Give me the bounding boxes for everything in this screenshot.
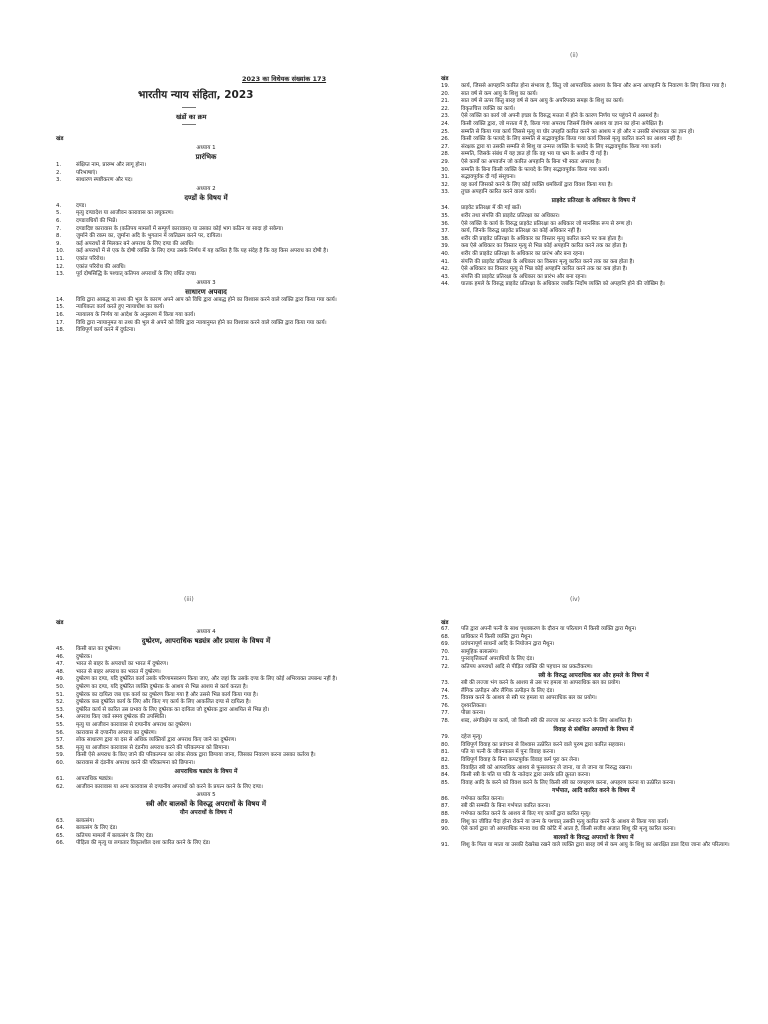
clause-row	[441, 695, 746, 703]
clause-number: 33.	[441, 189, 450, 196]
clause-number: 20.	[441, 90, 450, 97]
clause-number: 26.	[441, 136, 450, 143]
clause-number: 49.	[56, 676, 65, 683]
clause-row	[56, 684, 356, 692]
clause-number: 31.	[441, 174, 450, 181]
clause-row	[56, 825, 356, 833]
clause-row	[441, 842, 746, 850]
clause-row	[441, 251, 746, 259]
clause-row	[441, 641, 746, 649]
clause-row	[441, 189, 746, 197]
clause-number: 64.	[56, 825, 65, 832]
clause-number: 13.	[56, 271, 65, 278]
clause-number: 52.	[56, 699, 65, 706]
clause-number: 19.	[441, 83, 450, 89]
clause-number: 58.	[56, 744, 65, 751]
clause-number: 28.	[441, 151, 450, 158]
clause-number: 89.	[441, 818, 450, 825]
clause-row	[56, 271, 356, 279]
clause-number: 82.	[441, 756, 450, 763]
section-heading: यौन अपराधों के विषय में	[179, 810, 233, 817]
clause-number: 30.	[441, 166, 450, 173]
clause-title: भारत से बाहर के अपराधों का भारत में दुष्प्रेरण।	[76, 661, 169, 668]
clause-row	[441, 656, 746, 664]
clause-row	[441, 765, 746, 773]
clause-row	[441, 121, 746, 129]
clause-number: 45.	[56, 646, 65, 652]
clause-title: शरीर की प्राइवेट प्रतिरक्षा के अधिकार का विस्तार मृत्यु कारित करने पर कब होता है।	[461, 235, 623, 242]
clause-number: 87.	[441, 803, 450, 810]
clause-number: 5.	[56, 210, 62, 217]
clause-number: 22.	[441, 105, 450, 112]
clause-row	[441, 167, 746, 175]
clause-number: 8.	[56, 233, 62, 240]
section-heading: गर्भपात, आदि कारित करने के विषय में	[552, 788, 635, 795]
clause-row	[441, 113, 746, 121]
clause-title: शब्द, अंगविक्षेप या कार्य, जो किसी स्त्री की लज्जा का अनादर करने के लिए आशयित है।	[461, 718, 633, 725]
clause-row	[56, 162, 356, 170]
clause-title: प्रवंचनापूर्ण साधनों आदि के नियोजन द्वारा मैथुन।	[461, 641, 555, 648]
clause-number: 11.	[56, 255, 65, 262]
clause-row	[56, 760, 356, 768]
clause-row	[441, 228, 746, 236]
clause-title: बलात्संग के लिए दंड।	[76, 825, 118, 832]
title-divider	[182, 107, 196, 108]
clause-row	[56, 327, 356, 335]
clause-column-label: खंड	[441, 620, 449, 626]
clause-title: पति या पत्नी के जीवनकाल में पुनः विवाह करना।	[461, 749, 556, 756]
clause-number: 10.	[56, 248, 65, 255]
clause-number: 65.	[56, 832, 65, 839]
clause-column-label: खंड	[56, 136, 64, 142]
clause-number: 43.	[441, 273, 450, 280]
clause-title: स्त्री की लज्जा भंग करने के आशय से उस पर हमला या आपराधिक बल का प्रयोग।	[461, 680, 621, 687]
clause-title: दण्ड।	[76, 202, 87, 209]
chapter-title: प्रारंभिक	[195, 153, 217, 161]
clause-row	[56, 320, 356, 328]
clause-row	[441, 626, 746, 634]
clause-row	[56, 210, 356, 218]
clause-number: 27.	[441, 143, 450, 150]
clause-row	[441, 811, 746, 819]
clause-title: पूर्व दोषसिद्धि के पश्चात् कतिपय अपराधों के लिए वर्धित दण्ड।	[76, 271, 197, 278]
clause-title: सम्मति से किया गया कार्य जिससे मृत्यु या घोर उपहति कारित करने का आशय न हो और न उसकी संभाव्यता का ज्ञान हो।	[461, 128, 695, 135]
clause-row	[441, 680, 746, 688]
clause-number: 41.	[441, 258, 450, 265]
clause-title: जुर्माने की रकम का, जुर्माना अदि के भुगतान में व्यतिक्रम करने पर, दायित्व।	[76, 233, 222, 240]
clause-number: 36.	[441, 220, 450, 227]
clause-number: 23.	[441, 113, 450, 120]
clause-title: गर्भपात कारित करना।	[461, 795, 504, 802]
clause-title: संपत्ति की प्राइवेट प्रतिरक्षा के अधिकार का विस्तार मृत्यु कारित करने तक का कब होता है।	[461, 258, 635, 265]
clause-number: 29.	[441, 158, 450, 165]
clause-row	[56, 233, 356, 241]
clause-number: 62.	[56, 783, 65, 790]
clause-number: 60.	[56, 759, 65, 766]
clause-title: कई अपराधों में से एक के दोषी व्यक्ति के लिए दण्ड उसके निर्णय में यह कथित है कि यह संदेह है कि वह किस अपराध का दोषी है।	[76, 248, 329, 255]
clause-row	[56, 699, 356, 707]
clause-number: 77.	[441, 710, 450, 717]
clause-title: दुष्प्रेरण का दण्ड, यदि दुष्प्रेरित व्यक्ति दुष्प्रेरक के आशय से भिन्न आशय से कार्य करता है।	[76, 683, 248, 690]
clause-title: दहेज मृत्यु।	[461, 734, 483, 741]
clause-number: 71.	[441, 656, 450, 663]
clause-row	[441, 83, 746, 91]
chapter-number: अध्याय 5	[196, 792, 216, 799]
clause-title: दुष्प्रेरित कार्य से कारित उस प्रभाव के लिए दुष्प्रेरक का दायित्व जो दुष्प्रेरक द्वारा आशयित से भिन्न हो।	[76, 706, 270, 713]
clause-row	[441, 205, 746, 213]
clause-title: एकांत परिरोध।	[76, 255, 105, 262]
clause-title: शरीर तथा संपत्ति की प्राइवेट प्रतिरक्षा का अधिकार।	[461, 213, 560, 219]
page-4	[386, 514, 766, 1022]
clause-row	[441, 780, 746, 788]
clause-number: 15.	[56, 304, 65, 311]
clause-title: शिशु के पिता या माता या उसकी देखरेख रखने वाले व्यक्ति द्वारा बारह वर्ष से कम आयु के शिशु का आरक्षित डाल दिया जाना और परित्याग।	[461, 842, 730, 849]
clause-title: सात वर्ष से ऊपर किंतु बारह वर्ष से कम आयु के अपरिपक्व समझ के शिशु का कार्य।	[461, 98, 624, 105]
clause-number: 70.	[441, 648, 450, 655]
clause-title: दुष्प्रेरक कब दुष्प्रेरित कार्य के लिए और किए गए कार्य के लिए आकलित दण्ड से दायित्व है।	[76, 699, 251, 706]
clause-title: पति द्वारा अपनी पत्नी के साथ पृथक्करण के दौरान या परित्याग में किसी व्यक्ति द्वारा मैथुन।	[461, 626, 637, 632]
clause-title: कारावास से दंडनीय अपराध करने की परिकल्पना को छिपाना।	[76, 759, 195, 766]
clause-number: 38.	[441, 235, 450, 242]
clause-title: लैंगिक उत्पीड़न और लैंगिक उत्पीड़न के लिए दंड।	[461, 687, 555, 694]
clause-number: 83.	[441, 764, 450, 771]
clause-title: शिशु का जीवित पैदा होना रोकने या जन्म के पश्चात् उसकी मृत्यु कारित करने के आशय से किया गया कार्य।	[461, 818, 669, 825]
clause-title: किसी ऐसे अपराध के किए जाने की परिकल्पना का लोक सेवक द्वारा छिपाया जाना, जिसका निवारण करना उसका कर्तव्य है।	[76, 752, 316, 759]
clause-title: विवाहित स्त्री को आपराधिक आशय से फुसलाकर ले जाना, या ले जाना या निरुद्ध रखना।	[461, 764, 632, 771]
clause-title: सम्मति, जिसके संबंध में यह ज्ञात हो कि वह भय या भ्रम के अधीन दी गई है।	[461, 151, 609, 158]
clause-title: आजीवन कारावास या अन्य कारावास से दण्डनीय अपराधों को करने के प्रयत्न करने के लिए दण्ड।	[76, 783, 263, 790]
clause-title: सद्भावपूर्वक दी गई संसूचना।	[461, 174, 516, 181]
clause-title: विधि द्वारा न्यायानुमत या तथ्य की भूल से अपने को विधि द्वारा न्यायानुमत होने का विश्वास करने वाले व्यक्ति द्वारा किया गया कार्य।	[76, 319, 327, 326]
clause-title: सात वर्ष से कम आयु के शिशु का कार्य।	[461, 90, 538, 97]
clause-title: दृश्यरतिकता।	[461, 702, 487, 709]
clause-list	[441, 83, 746, 289]
chapter-title: साधारण अपवाद	[185, 287, 227, 296]
clause-title: शरीर की प्राइवेट प्रतिरक्षा के अधिकार का प्रारंभ और बना रहना।	[461, 250, 585, 257]
clause-number: 67.	[441, 626, 450, 632]
clause-title: गर्भपात कारित करने के आशय से किए गए कार्यों द्वारा कारित मृत्यु।	[461, 810, 591, 817]
clause-title: आपराधिक षड्यंत्र।	[76, 776, 113, 782]
clause-row	[56, 714, 356, 722]
clause-number: 55.	[56, 721, 65, 728]
clause-row	[56, 784, 356, 792]
clause-number: 39.	[441, 243, 450, 250]
clause-number: 21.	[441, 98, 450, 105]
clause-row	[441, 710, 746, 718]
clause-title: सामूहिक बलात्संग।	[461, 648, 498, 655]
clause-title: प्राइवेट प्रतिरक्षा में की गई बातें।	[461, 205, 522, 212]
clause-number: 74.	[441, 687, 450, 694]
clause-row	[441, 159, 746, 167]
clause-title: विधिपूर्ण विवाह के बिना कपटपूर्वक विवाह कर्म पूरा कर लेना।	[461, 756, 580, 763]
clause-title: विधि द्वारा आबद्ध या तथ्य की भूल के कारण अपने आप को विधि द्वारा आबद्ध होने का विश्वास करने वाले व्यक्ति द्वारा किया गया कार्य।	[76, 296, 337, 303]
bill-number-header: 2023 का विधेयक संख्यांक 173	[242, 75, 327, 83]
clause-number: 2.	[56, 169, 62, 176]
clause-row	[56, 264, 356, 272]
clause-title: संक्षिप्त नाम, प्रारम्भ और लागू होना।	[76, 162, 147, 168]
clause-number: 91.	[441, 842, 450, 849]
clause-row	[56, 676, 356, 684]
clause-title: दण्डावधियों की भिन्नें।	[76, 217, 118, 224]
clause-number: 78.	[441, 718, 450, 725]
clause-title: तुच्छ अपहानि कारित करने वाला कार्य।	[461, 189, 536, 196]
clause-number: 17.	[56, 319, 65, 326]
section-heading: प्राइवेट प्रतिरक्षा के अधिकार के विषय में	[551, 197, 636, 204]
clause-title: कतिपय अपराधों आदि से पीड़ित व्यक्ति की पहचान का प्रकटीकरण।	[461, 663, 593, 670]
clause-number: 80.	[441, 741, 450, 748]
clause-title: कई अपराधों से मिलकर बने अपराध के लिए दण्ड की अवधि।	[76, 240, 194, 247]
clause-title: न्यायिकतः कार्य करते हुए न्यायाधीश का कार्य।	[76, 304, 165, 311]
clause-number: 14.	[56, 296, 65, 303]
clause-row	[441, 98, 746, 106]
clause-number: 72.	[441, 663, 450, 670]
clause-number: 66.	[56, 840, 65, 847]
clause-title: घातक हमले के विरुद्ध प्राइवेट प्रतिरक्षा के अधिकार जबकि निर्दोष व्यक्ति को अपहानि होने की जोखिम है।	[461, 281, 665, 288]
clause-title: मृत्यु दण्डादेश या आजीवन कारावास का लघुकरण।	[76, 210, 174, 217]
section-heading: आपराधिक षड्यंत्र के विषय में	[174, 768, 238, 775]
clause-title: कतिपय मामलों में बलात्संग के लिए दंड।	[76, 832, 154, 839]
clause-list	[441, 626, 746, 850]
clause-title: कारावास से दण्डनीय अपराध का दुष्प्रेरण।	[76, 729, 157, 736]
chapter-title: दुष्प्रेरण, आपराधिक षड्यंत्र और प्रयास के विषय में	[141, 637, 271, 645]
clause-title: दुष्प्रेरण का दण्ड, यदि दुष्प्रेरित कार्य उसके परिणामस्वरूप किया जाए, और जहां कि उसके दण्ड के लिए कोई अभिव्यक्त उपबन्ध नहीं है।	[76, 676, 338, 683]
clause-title: ऐसे कार्यों का अपवर्जन जो कारित अपहानि के बिना भी स्वतः अपराध है।	[461, 158, 601, 165]
clause-title: स्त्री की सम्मति के बिना गर्भपात कारित करना।	[461, 803, 551, 810]
section-heading: बालकों के विरुद्ध अपराधों के विषय में	[553, 834, 634, 841]
clause-row	[56, 661, 356, 669]
clause-number: 1.	[56, 162, 62, 168]
page-number: (iv)	[570, 596, 580, 603]
clause-row	[441, 718, 746, 726]
clause-row	[441, 749, 746, 757]
clause-title: न्यायालय के निर्णय या आदेश के अनुसरण में किया गया कार्य।	[76, 311, 196, 318]
clause-number: 25.	[441, 128, 450, 135]
clause-row	[441, 266, 746, 274]
clause-title: विधिपूर्ण कार्य करने में दुर्घटना।	[76, 327, 136, 334]
clause-number: 50.	[56, 683, 65, 690]
clause-number: 59.	[56, 752, 65, 759]
clause-title: किसी स्त्री के पति या पति के नातेदार द्वारा उसके प्रति क्रूरता करना।	[461, 772, 591, 779]
clause-title: विकृतचित्त व्यक्ति का कार्य।	[461, 105, 515, 112]
clause-number: 51.	[56, 691, 65, 698]
clause-title: दण्डादिष्ट कारावास के (कतिपय मामलों में सम्पूर्ण कारावास) या उसका कोई भाग कठिन या सादा हो सकेगा।	[76, 225, 284, 232]
clause-title: वह कार्य जिसको करने के लिए कोई व्यक्ति धमकियों द्वारा विवश किया गया है।	[461, 181, 613, 188]
page-number: (ii)	[570, 52, 579, 59]
clause-title: प्राधिकार में किसी व्यक्ति द्वारा मैथुन।	[461, 633, 533, 640]
clause-number: 47.	[56, 661, 65, 668]
clause-row	[56, 722, 356, 730]
clause-row	[56, 646, 356, 654]
clause-row	[441, 772, 746, 780]
clause-number: 18.	[56, 327, 65, 334]
clause-row	[441, 213, 746, 221]
clause-title: अपराध किए जाते समय दुष्प्रेरक की उपस्थिति।	[76, 714, 167, 721]
clause-row	[441, 243, 746, 251]
clause-title: सम्मति के बिना किसी व्यक्ति के फायदे के लिए सद्भावपूर्वक किया गया कार्य।	[461, 166, 610, 173]
clause-number: 16.	[56, 311, 65, 318]
clause-title: कार्य, जिससे आपहानि कारित होना संभाव्य है, किंतु जो आपराधिक आशय के बिना और अन्य आपहानि के निवारण के लिए किया गया है।	[461, 83, 727, 89]
clause-title: विवस्त्र करने के आशय से स्त्री पर हमला या आपराधिक बल का प्रयोग।	[461, 695, 597, 702]
clause-title: किसी व्यक्ति द्वारा, जो मत्तता में है, किया गया अपराध जिसमें विशेष आशय या ज्ञान का होना अपेक्षित है।	[461, 120, 664, 127]
clause-number: 54.	[56, 714, 65, 721]
clause-row	[56, 752, 356, 760]
clause-title: विधिपूर्ण विवाह का प्रवंचना से विश्वास उत्प्रेरित करने वाले पुरुष द्वारा कारित सहवास।	[461, 741, 625, 748]
clause-row	[441, 803, 746, 811]
clause-row	[56, 737, 356, 745]
clause-number: 24.	[441, 120, 450, 127]
clause-row	[441, 136, 746, 144]
page-3	[0, 514, 380, 1022]
chapter-number: अध्याय 2	[196, 185, 216, 192]
clause-row	[56, 304, 356, 312]
clause-number: 48.	[56, 668, 65, 675]
clause-row	[56, 840, 356, 848]
clause-number: 79.	[441, 734, 450, 741]
clause-number: 4.	[56, 202, 62, 209]
chapter-number: अध्याय 1	[196, 145, 216, 151]
clause-row	[441, 734, 746, 742]
clause-title: एकांत परिरोध की अवधि।	[76, 263, 126, 270]
clause-number: 69.	[441, 641, 450, 648]
clause-number: 9.	[56, 240, 62, 247]
clause-row	[56, 256, 356, 264]
clause-number: 44.	[441, 281, 450, 288]
clause-title: लोक साधारण द्वारा या दस से अधिक व्यक्तियों द्वारा अपराध किए जाने का दुष्प्रेरण।	[76, 737, 237, 744]
clause-title: कब ऐसे अधिकार का विस्तार मृत्यु से भिन्न कोई अपहानि कारित करने तक का होता है।	[461, 243, 628, 250]
clause-number: 68.	[441, 633, 450, 640]
clause-column-label: खंड	[441, 76, 449, 82]
clause-title: किसी बात का दुष्प्रेरण।	[76, 646, 121, 652]
clause-row	[56, 218, 356, 226]
clause-number: 12.	[56, 263, 65, 270]
clause-number: 42.	[441, 266, 450, 273]
document-subtitle: खंडों का क्रम	[176, 113, 207, 121]
clause-title: किसी व्यक्ति के फायदे के लिए सम्मति से सद्भावपूर्वक किया गया कार्य जिससे मृत्यु कारित करने का आशय नहीं है।	[461, 136, 682, 143]
page-2	[386, 0, 766, 508]
clause-title: ऐसे अधिकार का विस्तार मृत्यु से भिन्न कोई अपहानि कारित करने तक का कब होता है।	[461, 266, 628, 273]
clause-title: मृत्यु या आजीवन कारावास से दंडनीय अपराध करने की परिकल्पना को छिपाना।	[76, 744, 230, 751]
page-number: (iii)	[184, 596, 194, 603]
chapter-title: दण्डों के विषय में	[184, 193, 228, 202]
clause-row	[56, 248, 356, 256]
clause-number: 32.	[441, 181, 450, 188]
subtitle-divider	[182, 124, 196, 125]
clause-number: 61.	[56, 776, 65, 782]
clause-number: 75.	[441, 695, 450, 702]
clause-number: 35.	[441, 213, 450, 219]
clause-column-label: खंड	[56, 620, 64, 626]
clause-number: 81.	[441, 749, 450, 756]
clause-title: कार्य, जिनके विरुद्ध प्राइवेट प्रतिरक्षा का कोई अधिकार नहीं है।	[461, 228, 582, 235]
clause-row	[441, 151, 746, 159]
clause-row	[56, 730, 356, 738]
clause-title: संपत्ति की प्राइवेट प्रतिरक्षा के अधिकार का प्रारंभ और बना रहना।	[461, 273, 587, 280]
clause-title: बलात्संग।	[76, 817, 95, 824]
clause-title: ऐसे व्यक्ति का कार्य जो अपनी इच्छा के विरुद्ध मत्तता में होने के कारण निर्णय पर पहुंचने में असमर्थ है।	[461, 113, 659, 120]
clause-number: 53.	[56, 706, 65, 713]
clause-title: पुनरावृत्तिकर्ता अपराधियों के लिए दंड।	[461, 656, 535, 663]
clause-row	[441, 174, 746, 182]
clause-row	[56, 312, 356, 320]
chapter-number: अध्याय 3	[196, 279, 216, 286]
clause-title: दुष्प्रेरक का दायित्व जब एक कार्य का दुष्प्रेरण किया गया है और उससे भिन्न कार्य किया गया है।	[76, 691, 258, 698]
clause-row	[441, 281, 746, 289]
clause-number: 90.	[441, 826, 450, 833]
clause-title: ऐसे कार्य द्वारा जो आपराधिक मानव वध की कोटि में आता है, किसी सजीव अजात शिशु की मृत्यु कारित करना।	[461, 826, 676, 833]
clause-number: 84.	[441, 772, 450, 779]
clause-number: 7.	[56, 225, 62, 232]
clause-row	[441, 664, 746, 672]
clause-title: संरक्षक द्वारा या उसकी सम्मति से शिशु या उन्मत्त व्यक्ति के फायदे के लिए सद्भावपूर्वक किया गया कार्य।	[461, 143, 662, 150]
clause-number: 85.	[441, 779, 450, 786]
clause-number: 46.	[56, 653, 65, 660]
clause-number: 3.	[56, 177, 62, 184]
document-title: भारतीय न्याय संहिता, 2023	[138, 89, 254, 101]
clause-title: परिभाषाएं।	[76, 169, 98, 176]
clause-number: 86.	[441, 795, 450, 802]
clause-number: 40.	[441, 250, 450, 257]
clause-title: ऐसे व्यक्ति के कार्य के विरुद्ध प्राइवेट प्रतिरक्षा का अधिकार जो मानसिक रूप से रुग्ण हो।	[461, 220, 633, 227]
section-heading: विवाह से संबंधित अपराधों के विषय में	[553, 726, 634, 733]
clause-title: पीड़िता की मृत्यु या लगातार विकृतशील दशा कारित करने के लिए दंड।	[76, 840, 211, 847]
clause-number: 73.	[441, 680, 450, 687]
clause-title: मृत्यु या आजीवन कारावास से दण्डनीय अपराध का दुष्प्रेरण।	[76, 721, 192, 728]
clause-row	[441, 757, 746, 765]
clause-number: 56.	[56, 729, 65, 736]
clause-row	[441, 703, 746, 711]
clause-title: विवाह आदि के करने को विवश करने के लिए किसी स्त्री का व्यपहरण करना, अपहरण करना या उत्प्रेरित करना।	[461, 779, 676, 786]
clause-title: दुष्प्रेरक।	[76, 653, 93, 660]
clause-row	[56, 776, 356, 784]
clause-number: 34.	[441, 205, 450, 212]
clause-list	[56, 628, 356, 848]
clause-row	[441, 826, 746, 834]
clause-number: 37.	[441, 228, 450, 235]
chapter-title: स्त्री और बालकों के विरुद्ध अपराधों के विषय में	[145, 800, 267, 809]
chapter-number: अध्याय 4	[196, 629, 216, 635]
clause-number: 76.	[441, 702, 450, 709]
clause-title: भारत से बाहर अपराध का भारत में दुष्प्रेरण।	[76, 668, 161, 675]
clause-title: पीछा करना।	[461, 710, 486, 717]
page-1	[0, 0, 380, 508]
clause-number: 88.	[441, 810, 450, 817]
section-heading: स्त्री के विरुद्ध आपराधिक बल और हमले के विषय में	[538, 672, 649, 679]
clause-row	[56, 177, 356, 185]
clause-number: 63.	[56, 817, 65, 824]
clause-list	[56, 144, 356, 335]
clause-number: 6.	[56, 217, 62, 224]
clause-number: 57.	[56, 737, 65, 744]
clause-title: साधारण स्पष्टीकरण और पद।	[76, 177, 133, 184]
